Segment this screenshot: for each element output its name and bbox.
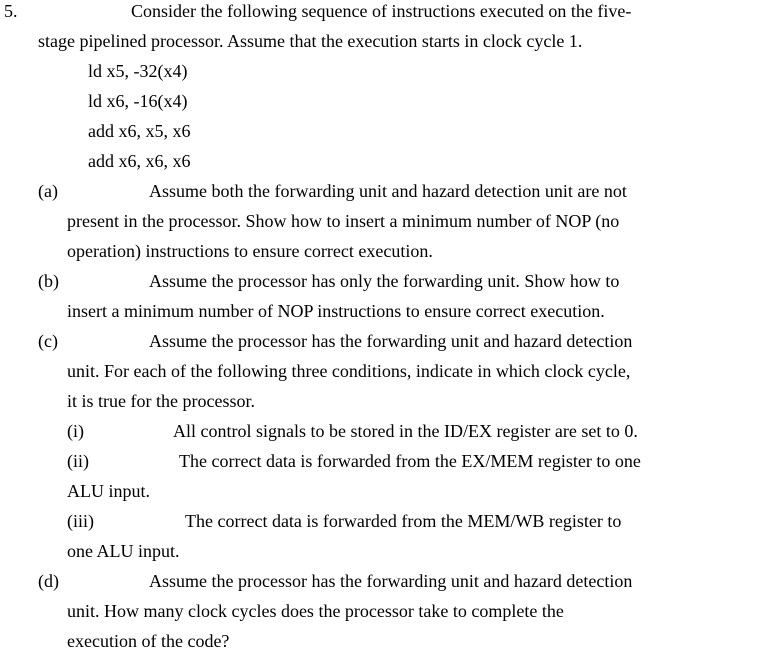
instruction-line: ld x6, -16(x4) bbox=[88, 91, 188, 111]
instruction-line: add x6, x5, x6 bbox=[88, 121, 191, 141]
question-number: 5. bbox=[4, 1, 18, 21]
part-c-line-1: Assume the processor has the forwarding unit and hazard detection bbox=[149, 331, 633, 351]
part-a-line-1: Assume both the forwarding unit and hazard detection unit are not bbox=[149, 181, 627, 201]
part-b-line-1: Assume the processor has only the forwarding unit. Show how to bbox=[149, 271, 620, 291]
subpart-iii-label: (iii) bbox=[67, 511, 94, 531]
subpart-i-line-1: All control signals to be stored in the ID/EX register are set to 0. bbox=[173, 421, 638, 441]
subpart-ii-line-2: ALU input. bbox=[67, 481, 150, 501]
part-a-line-3: operation) instructions to ensure correct execution. bbox=[67, 241, 433, 261]
part-d-line-1: Assume the processor has the forwarding unit and hazard detection bbox=[149, 571, 633, 591]
question-intro-line-1: Consider the following sequence of instructions executed on the five- bbox=[131, 1, 632, 21]
part-b-line-2: insert a minimum number of NOP instructions to ensure correct execution. bbox=[67, 301, 605, 321]
subpart-ii-label: (ii) bbox=[67, 451, 89, 471]
part-d-line-2: unit. How many clock cycles does the processor take to complete the bbox=[67, 601, 564, 621]
part-b-label: (b) bbox=[38, 271, 59, 291]
part-d-label: (d) bbox=[38, 571, 59, 591]
part-a-label: (a) bbox=[38, 181, 58, 201]
instruction-line: ld x5, -32(x4) bbox=[88, 61, 188, 81]
question-intro-line-2: stage pipelined processor. Assume that the execution starts in clock cycle 1. bbox=[38, 31, 583, 51]
part-d-line-3: execution of the code? bbox=[67, 631, 230, 651]
subpart-ii-line-1: The correct data is forwarded from the EX/MEM register to one bbox=[179, 451, 641, 471]
subpart-iii-line-2: one ALU input. bbox=[67, 541, 180, 561]
part-a-line-2: present in the processor. Show how to insert a minimum number of NOP (no bbox=[67, 211, 620, 231]
instruction-line: add x6, x6, x6 bbox=[88, 151, 191, 171]
part-c-line-3: it is true for the processor. bbox=[67, 391, 255, 411]
subpart-iii-line-1: The correct data is forwarded from the MEM/WB register to bbox=[185, 511, 622, 531]
part-c-line-2: unit. For each of the following three conditions, indicate in which clock cycle, bbox=[67, 361, 631, 381]
subpart-i-label: (i) bbox=[67, 421, 84, 441]
part-c-label: (c) bbox=[38, 331, 58, 351]
